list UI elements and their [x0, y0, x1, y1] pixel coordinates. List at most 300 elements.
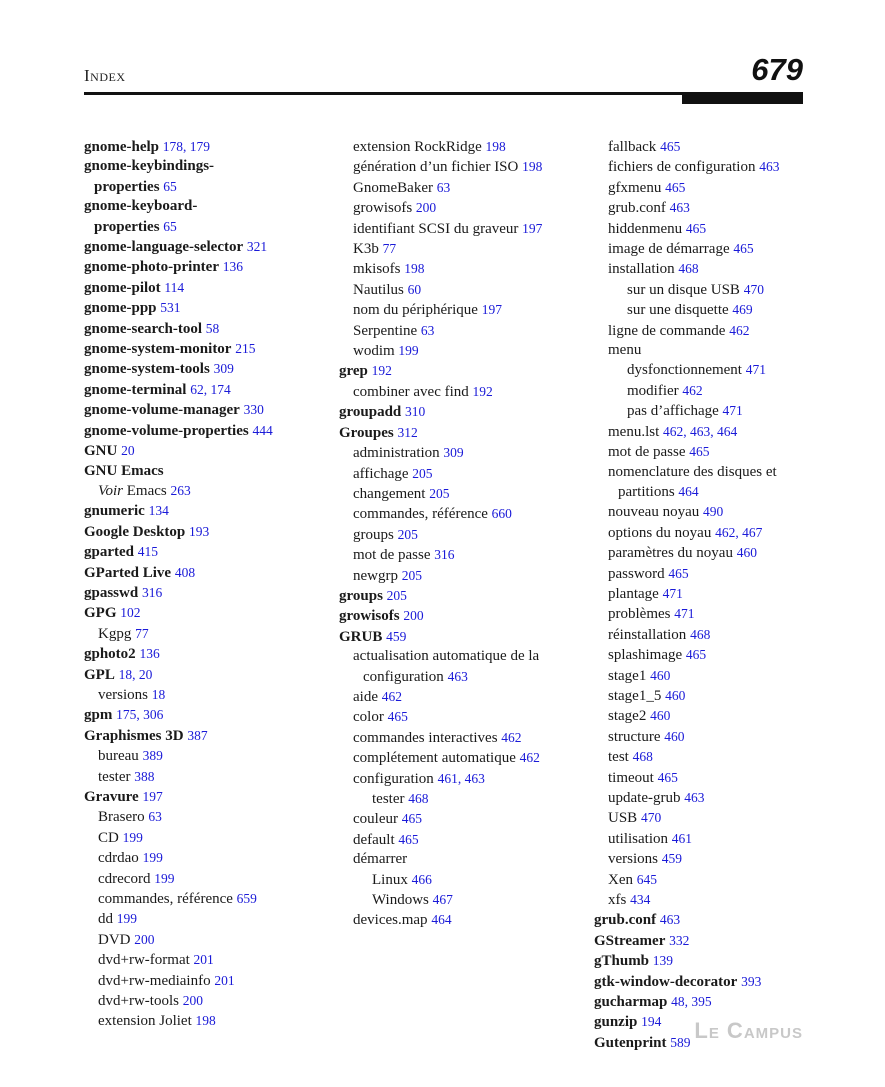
page-reference-link[interactable]: 197: [481, 302, 502, 318]
index-entry: [594, 523, 804, 543]
index-entry: [84, 400, 324, 420]
index-term: groups: [353, 526, 394, 543]
index-term: gnome-language-selector: [84, 239, 244, 256]
index-entry: [84, 421, 324, 441]
page-reference-link[interactable]: 114: [164, 279, 185, 295]
page-reference-link[interactable]: 460: [664, 728, 685, 744]
page-reference-link[interactable]: 467: [432, 892, 453, 908]
page-reference-link[interactable]: 465: [733, 241, 754, 257]
page-reference-link[interactable]: 18, 20: [118, 666, 153, 682]
index-entry: [84, 583, 324, 603]
index-term: grep: [339, 363, 368, 380]
index-term: GNU Emacs: [84, 462, 164, 479]
page-reference-link[interactable]: 465: [657, 769, 678, 785]
index-entry: [594, 219, 804, 239]
index-term: GStreamer: [594, 932, 666, 949]
page-reference-link[interactable]: 470: [743, 281, 764, 297]
page-reference-link[interactable]: 199: [398, 343, 419, 359]
index-entry: [339, 504, 569, 524]
page-reference-link[interactable]: 197: [522, 220, 543, 236]
page-reference-link[interactable]: 200: [134, 931, 155, 947]
page-reference-link[interactable]: 58: [205, 320, 220, 336]
index-entry: [594, 706, 804, 726]
index-entry: [339, 157, 569, 177]
index-entry: [594, 442, 804, 462]
index-term: groupadd: [339, 404, 402, 421]
page-reference-link[interactable]: 471: [745, 362, 766, 378]
page-reference-link[interactable]: 65: [163, 218, 177, 234]
index-term: options du noyau: [608, 524, 712, 541]
page-reference-link[interactable]: 192: [371, 363, 392, 379]
index-term: plantage: [608, 585, 659, 602]
page-reference-link[interactable]: 198: [195, 1013, 216, 1029]
page-reference-link[interactable]: 468: [690, 626, 711, 642]
index-entry: [84, 787, 324, 807]
index-term: growisofs: [339, 608, 400, 625]
header-rule-block: [682, 94, 803, 104]
index-entry: [84, 603, 324, 623]
index-entry: [84, 807, 324, 827]
page-reference-link[interactable]: 263: [170, 482, 191, 498]
index-entry: [339, 361, 569, 381]
page-reference-link[interactable]: 199: [154, 870, 175, 886]
page-reference-link[interactable]: 387: [187, 727, 208, 743]
page-reference-link[interactable]: 389: [142, 748, 163, 764]
page-reference-link[interactable]: 531: [160, 300, 181, 316]
page-reference-link[interactable]: 459: [386, 628, 407, 644]
index-entry: [594, 280, 804, 300]
index-term: versions: [98, 686, 148, 703]
index-entry: [594, 604, 804, 624]
page-reference-link[interactable]: 136: [222, 259, 243, 275]
page-reference-link[interactable]: 461, 463: [437, 770, 485, 786]
index-entry: [594, 137, 804, 157]
page-reference-link[interactable]: 464: [431, 912, 452, 928]
index-term: stage1: [608, 667, 647, 684]
index-term: administration: [353, 445, 440, 462]
index-term: hiddenmenu: [608, 220, 683, 237]
index-term: gphoto2: [84, 646, 136, 663]
index-term: K3b: [353, 241, 379, 258]
index-term: properties: [94, 218, 160, 235]
page-reference-link[interactable]: 460: [665, 687, 686, 703]
index-term: gnumeric: [84, 503, 145, 520]
page-reference-link[interactable]: 205: [386, 587, 407, 603]
index-entry: [84, 1011, 324, 1031]
index-term: bureau: [98, 748, 139, 765]
index-entry: [594, 422, 804, 442]
index-term: grub.conf: [608, 200, 666, 217]
index-term: commandes interactives: [353, 729, 498, 746]
page-reference-link[interactable]: 199: [116, 911, 137, 927]
index-term: nomenclature des disques et partitions: [608, 463, 777, 500]
index-term: image de démarrage: [608, 241, 730, 258]
index-term: update-grub: [608, 790, 681, 806]
page-reference-link[interactable]: 470: [640, 810, 662, 826]
index-entry: [594, 992, 804, 1012]
index-entry: [594, 666, 804, 686]
index-entry: [84, 359, 324, 379]
index-entry: [84, 197, 324, 216]
page-reference-link[interactable]: 462, 467: [715, 524, 763, 540]
index-term: dysfonctionnement: [627, 362, 742, 379]
index-term: grub.conf: [594, 912, 657, 929]
index-term: mot de passe: [353, 547, 431, 564]
index-entry: [594, 564, 804, 584]
index-term: commandes, référence: [98, 891, 233, 908]
page-reference-link[interactable]: 462: [729, 322, 750, 338]
index-entry: [339, 769, 569, 789]
index-entry: [339, 586, 569, 606]
index-column-3: [594, 137, 804, 1053]
page-reference-link[interactable]: 462: [519, 750, 540, 766]
index-entry: [84, 217, 324, 237]
page-reference-link[interactable]: 462: [501, 729, 522, 745]
index-entry: [594, 727, 804, 747]
index-entry: [594, 381, 804, 401]
page-reference-link[interactable]: 200: [403, 608, 424, 624]
page-reference-link[interactable]: 468: [408, 791, 429, 806]
index-term: actualisation automatique de la configuration: [353, 648, 540, 685]
index-entry: [339, 890, 569, 910]
index-term: extension RockRidge: [353, 139, 482, 155]
index-entry: [84, 319, 324, 339]
page-reference-link[interactable]: 63: [436, 179, 451, 195]
index-entry: [594, 584, 804, 604]
page-reference-link[interactable]: 465: [689, 444, 710, 460]
page-reference-link[interactable]: 444: [252, 422, 273, 438]
index-term: mot de passe: [608, 444, 686, 461]
page-reference-link[interactable]: 134: [148, 503, 169, 519]
page-reference-link[interactable]: 330: [243, 402, 264, 418]
index-term: tester: [372, 791, 405, 807]
index-entry: [594, 931, 804, 951]
index-entry: [84, 157, 324, 176]
index-entry: [339, 647, 569, 687]
index-term: affichage: [353, 465, 409, 482]
index-term: GNU: [84, 443, 118, 460]
page-reference-link[interactable]: 415: [137, 544, 158, 560]
index-term: installation: [608, 261, 675, 278]
index-term: identifiant SCSI du graveur: [353, 220, 519, 237]
page-reference-link[interactable]: 194: [641, 1014, 662, 1030]
page-reference-link[interactable]: 471: [674, 606, 695, 622]
page-reference-link[interactable]: 463: [684, 790, 705, 805]
page-reference-link[interactable]: 645: [636, 871, 657, 887]
page-reference-link[interactable]: 462, 463, 464: [663, 423, 738, 439]
index-entry: [84, 624, 324, 644]
page-reference-link[interactable]: 215: [235, 341, 256, 357]
index-term: dvd+rw-mediainfo: [98, 972, 211, 989]
index-entry: [339, 809, 569, 829]
index-entry: [594, 849, 804, 869]
page-reference-link[interactable]: 465: [668, 565, 689, 581]
index-entry: [84, 726, 324, 746]
index-entry: [84, 481, 324, 501]
index-entry: [594, 788, 804, 808]
page-reference-link[interactable]: 60: [407, 281, 422, 297]
page-reference-link[interactable]: 388: [134, 768, 155, 784]
page-reference-link[interactable]: 18: [151, 686, 166, 702]
page-reference-link[interactable]: 205: [429, 485, 450, 501]
page-reference-link[interactable]: 460: [736, 545, 757, 561]
index-entry: [339, 545, 569, 565]
index-entry: [339, 259, 569, 279]
page-reference-link[interactable]: 462: [682, 382, 703, 398]
page-reference-link[interactable]: 659: [236, 891, 257, 907]
page-reference-link[interactable]: 463: [759, 159, 780, 175]
index-term: gThumb: [594, 953, 650, 970]
page-reference-link[interactable]: 460: [650, 708, 671, 724]
index-entry: [84, 909, 324, 929]
page-reference-link[interactable]: 589: [670, 1034, 691, 1050]
index-entry: [339, 728, 569, 748]
page-reference-link[interactable]: 205: [401, 567, 422, 583]
index-term: combiner avec find: [353, 383, 469, 400]
index-entry: [339, 321, 569, 341]
page-reference-link[interactable]: 310: [405, 404, 426, 420]
page-reference-link[interactable]: 193: [189, 523, 210, 539]
page-reference-link[interactable]: 463: [659, 912, 681, 928]
see-reference: Voir: [98, 482, 124, 499]
page-reference-link[interactable]: 62, 174: [190, 381, 231, 397]
index-term: GParted Live: [84, 564, 172, 581]
index-entry: [339, 382, 569, 402]
index-term: gpm: [84, 707, 113, 724]
page-reference-link[interactable]: 466: [411, 871, 432, 887]
index-term: Linux: [372, 871, 408, 888]
index-entry: [339, 219, 569, 239]
index-entry: [84, 889, 324, 909]
index-entry: [594, 808, 804, 828]
page-reference-link[interactable]: 309: [443, 445, 464, 461]
index-entry: [339, 870, 569, 890]
index-term: gnome-pilot: [84, 279, 161, 296]
index-entry: [84, 767, 324, 787]
page-reference-link[interactable]: 461: [671, 830, 692, 846]
index-entry: [594, 951, 804, 971]
page-reference-link[interactable]: 48, 395: [671, 994, 712, 1010]
index-entry: [339, 627, 569, 647]
index-entry: [84, 991, 324, 1011]
page-reference-link[interactable]: 198: [522, 159, 543, 175]
index-entry: [594, 259, 804, 279]
index-term: tester: [98, 768, 131, 785]
page-reference-link[interactable]: 205: [412, 465, 433, 481]
page-reference-link[interactable]: 465: [685, 220, 707, 236]
index-entry: [594, 157, 804, 177]
index-term: gucharmap: [594, 994, 668, 1011]
index-entry: [594, 178, 804, 198]
index-term: xfs: [608, 892, 627, 909]
page-reference-link[interactable]: 175, 306: [116, 707, 164, 723]
index-term: nouveau noyau: [608, 504, 700, 521]
page-reference-link[interactable]: 199: [142, 850, 163, 866]
index-entry: [339, 850, 569, 869]
page-reference-link[interactable]: 465: [685, 647, 707, 663]
index-term: splashimage: [608, 647, 683, 664]
page-reference-link[interactable]: 463: [447, 668, 468, 684]
index-term: wodim: [353, 343, 395, 360]
page-reference-link[interactable]: 490: [702, 504, 724, 520]
index-term: dvd+rw-format: [98, 952, 190, 969]
index-entry: [594, 625, 804, 645]
index-entry: [339, 137, 569, 157]
page-reference-link[interactable]: 660: [491, 506, 512, 522]
index-term: gunzip: [594, 1014, 638, 1031]
page-reference-link[interactable]: 200: [182, 993, 203, 1009]
page-reference-link[interactable]: 332: [669, 932, 690, 948]
page-reference-link[interactable]: 200: [415, 200, 437, 216]
page-reference-link[interactable]: 469: [732, 302, 753, 318]
page-reference-link[interactable]: 201: [214, 972, 235, 988]
index-entry: [84, 563, 324, 583]
index-term: gnome-photo-printer: [84, 259, 219, 276]
page-reference-link[interactable]: 408: [174, 564, 196, 580]
index-entry: [84, 441, 324, 461]
index-entry: [84, 522, 324, 542]
index-entry: [84, 685, 324, 705]
index-entry: [339, 402, 569, 422]
index-term: Gravure: [84, 789, 139, 805]
index-entry: [339, 239, 569, 259]
index-entry: [84, 257, 324, 277]
index-entry: [339, 830, 569, 850]
page-reference-link[interactable]: 459: [661, 851, 682, 867]
index-term: GPG: [84, 605, 117, 622]
index-entry: [84, 848, 324, 868]
index-term: gnome-system-monitor: [84, 341, 232, 358]
index-term: Google Desktop: [84, 523, 186, 540]
index-entry: [594, 300, 804, 320]
index-term: Kgpg: [98, 625, 132, 642]
index-term: test: [608, 749, 629, 766]
index-term: Serpentine: [353, 322, 418, 339]
index-term: pas d’affichage: [627, 403, 719, 420]
page-reference-link[interactable]: 471: [722, 403, 743, 419]
index-term: DVD: [98, 931, 131, 948]
publisher-logo: Le Campus: [694, 1018, 803, 1043]
index-entry: [594, 768, 804, 788]
page-reference-link[interactable]: 468: [632, 749, 653, 765]
index-entry: [339, 178, 569, 198]
index-entry: [594, 341, 804, 360]
page-reference-link[interactable]: 464: [678, 483, 699, 499]
index-entry: [339, 910, 569, 930]
index-term: gnome-terminal: [84, 381, 187, 398]
page-reference-link[interactable]: 20: [121, 443, 135, 459]
page-reference-link[interactable]: 309: [213, 361, 234, 377]
index-term: properties: [94, 178, 160, 195]
index-term: modifier: [627, 382, 679, 399]
index-term: gfxmenu: [608, 179, 662, 196]
index-term: CD: [98, 829, 119, 846]
page-reference-link[interactable]: 77: [135, 625, 149, 641]
page-reference-link[interactable]: 462: [381, 688, 402, 704]
index-entry: [594, 910, 804, 930]
index-entry: [594, 870, 804, 890]
index-entry: [339, 341, 569, 361]
page-reference-link[interactable]: 434: [630, 892, 651, 908]
page-reference-link[interactable]: 316: [434, 547, 455, 563]
page-reference-link[interactable]: 465: [401, 811, 422, 827]
page-reference-link[interactable]: 468: [678, 261, 699, 277]
page-reference-link[interactable]: 102: [120, 605, 141, 621]
index-term: fallback: [608, 139, 657, 155]
page-reference-link[interactable]: 312: [397, 424, 418, 440]
index-term: dd: [98, 911, 113, 928]
page-reference-link[interactable]: 198: [404, 261, 425, 277]
page-reference-link[interactable]: 136: [139, 646, 160, 662]
index-term: utilisation: [608, 830, 668, 847]
index-term: USB: [608, 810, 638, 827]
index-term: Nautilus: [353, 281, 404, 298]
page-reference-link[interactable]: 465: [660, 139, 681, 154]
index-entry: [339, 443, 569, 463]
page-reference-link[interactable]: 205: [397, 526, 418, 542]
page-reference-link[interactable]: 198: [485, 139, 506, 154]
index-term: stage1_5: [608, 687, 662, 704]
page-reference-link[interactable]: 197: [142, 789, 163, 804]
page-reference-link[interactable]: 465: [665, 179, 686, 195]
index-entry: [594, 360, 804, 380]
index-entry: [339, 525, 569, 545]
index-entry: [339, 484, 569, 504]
index-term: aide: [353, 688, 378, 705]
index-entry: [594, 239, 804, 259]
index-entry: [594, 543, 804, 563]
index-term: Groupes: [339, 424, 394, 441]
index-term: mkisofs: [353, 261, 401, 278]
page-reference-link[interactable]: 201: [193, 952, 214, 968]
index-term: nom du périphérique: [353, 302, 478, 319]
index-entry: [339, 707, 569, 727]
index-entry: [84, 828, 324, 848]
index-entry: [339, 423, 569, 443]
index-entry: [84, 971, 324, 991]
page-reference-link[interactable]: 139: [652, 953, 674, 969]
page-reference-link[interactable]: 65: [163, 178, 177, 194]
page-reference-link[interactable]: 393: [741, 973, 762, 989]
page-reference-link[interactable]: 63: [420, 322, 435, 338]
index-entry: [339, 566, 569, 586]
index-term: couleur: [353, 811, 398, 828]
page-reference-link[interactable]: 460: [650, 667, 671, 683]
page-reference-link[interactable]: 192: [472, 383, 493, 399]
page-reference-link[interactable]: 77: [382, 241, 397, 257]
index-term: GnomeBaker: [353, 179, 433, 196]
page-reference-link[interactable]: 63: [148, 809, 162, 825]
page-reference-link[interactable]: 463: [669, 200, 690, 216]
index-term: versions: [608, 851, 658, 868]
page-reference-link[interactable]: 321: [246, 239, 268, 255]
index-term: réinstallation: [608, 626, 687, 643]
index-term: paramètres du noyau: [608, 545, 733, 562]
index-entry: [339, 300, 569, 320]
index-term: gnome-ppp: [84, 300, 157, 317]
index-entry: [594, 463, 804, 503]
page-reference-link[interactable]: 316: [141, 584, 163, 600]
index-term: démarrer: [353, 851, 408, 868]
index-term: stage2: [608, 708, 647, 725]
index-entry: [84, 705, 324, 725]
page-reference-link[interactable]: 465: [387, 709, 408, 725]
page-reference-link[interactable]: 199: [122, 829, 143, 845]
index-term: timeout: [608, 769, 654, 786]
page-reference-link[interactable]: 465: [398, 831, 419, 847]
page-reference-link[interactable]: 178, 179: [162, 139, 210, 154]
page-reference-link[interactable]: 471: [662, 585, 683, 601]
